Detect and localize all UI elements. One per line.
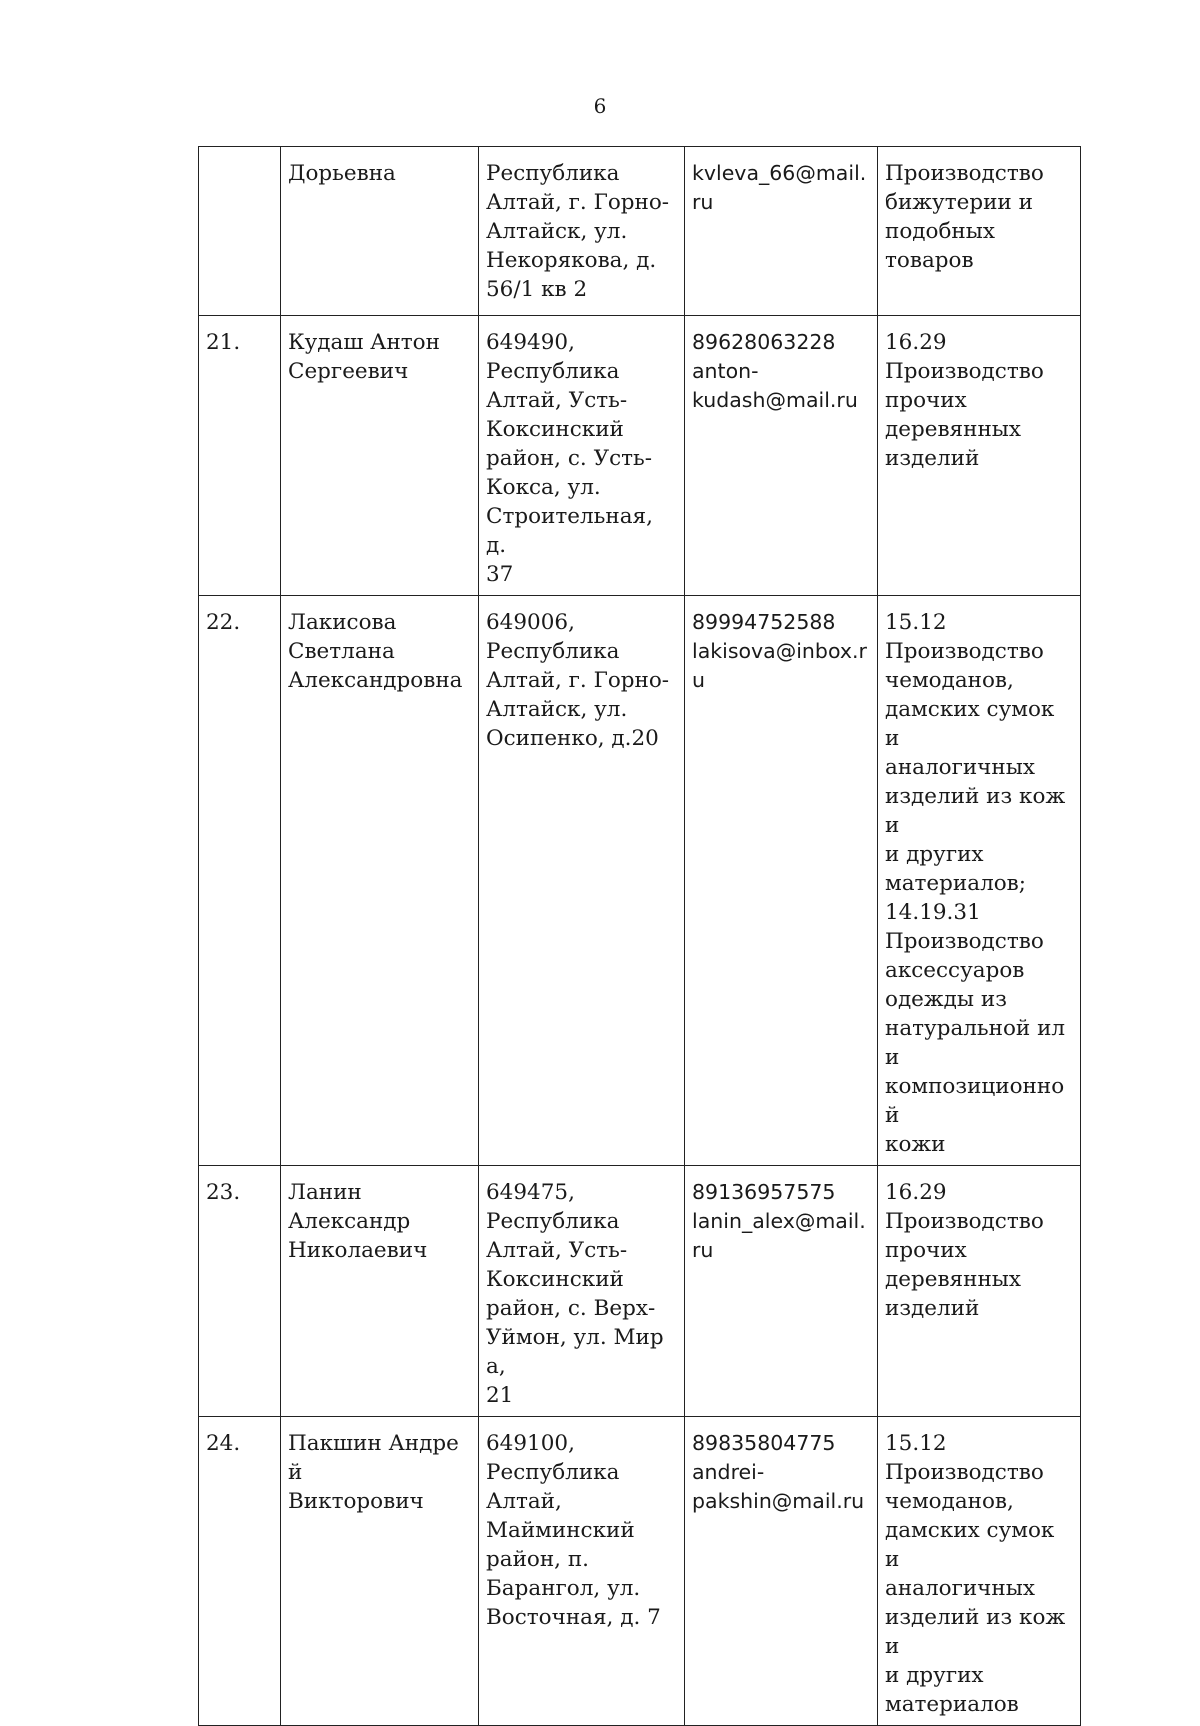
row-number: 24. xyxy=(206,1431,241,1456)
address-cell xyxy=(479,596,685,1166)
name-cell xyxy=(281,1417,479,1726)
activity-description: 16.29 Производство прочих деревянных изделий xyxy=(885,1180,1044,1321)
activity-cell xyxy=(878,596,1081,1166)
table-row xyxy=(199,596,1081,1166)
address: 649006, Республика Алтай, г. Горно- Алтайск, ул. Осипенко, д.20 xyxy=(486,610,670,751)
activity-cell xyxy=(878,1166,1081,1417)
registry-table xyxy=(198,146,1081,1726)
contact-cell xyxy=(685,1417,878,1726)
row-number-cell xyxy=(199,316,281,596)
person-name: Пакшин Андрей Викторович xyxy=(288,1431,459,1514)
person-name: Дорьевна xyxy=(288,161,396,186)
person-name: Лакисова Светлана Александровна xyxy=(288,610,463,693)
activity-cell xyxy=(878,1417,1081,1726)
address-cell xyxy=(479,1417,685,1726)
address-cell xyxy=(479,316,685,596)
contact-info: kvleva_66@mail. ru xyxy=(692,161,867,214)
person-name: Кудаш Антон Сергеевич xyxy=(288,330,440,384)
contact-info: 89994752588 lakisova@inbox.r u xyxy=(692,610,867,692)
activity-description: 15.12 Производство чемоданов, дамских сумок и аналогичных изделий из кожи и других материалов xyxy=(885,1431,1066,1717)
contact-info: 89628063228 anton- kudash@mail.ru xyxy=(692,330,858,412)
table-row xyxy=(199,316,1081,596)
address-cell xyxy=(479,1166,685,1417)
row-number: 22. xyxy=(206,610,241,635)
address: 649490, Республика Алтай, Усть- Коксинский район, с. Усть- Кокса, ул. Строительная, д. 37 xyxy=(486,330,653,587)
contact-cell xyxy=(685,316,878,596)
person-name: Ланин Александр Николаевич xyxy=(288,1180,428,1263)
activity-cell xyxy=(878,147,1081,316)
name-cell xyxy=(281,316,479,596)
contact-cell xyxy=(685,147,878,316)
name-cell xyxy=(281,147,479,316)
address: 649475, Республика Алтай, Усть- Коксинский район, с. Верх- Уймон, ул. Мира, 21 xyxy=(486,1180,664,1408)
name-cell xyxy=(281,1166,479,1417)
activity-description: 16.29 Производство прочих деревянных изделий xyxy=(885,330,1044,471)
address: 649100, Республика Алтай, Майминский район, п. Барангол, ул. Восточная, д. 7 xyxy=(486,1431,661,1630)
name-cell xyxy=(281,596,479,1166)
row-number-cell xyxy=(199,1166,281,1417)
page-number: 6 xyxy=(593,94,607,118)
address-cell xyxy=(479,147,685,316)
activity-cell xyxy=(878,316,1081,596)
row-number-cell xyxy=(199,1417,281,1726)
table-row xyxy=(199,147,1081,316)
row-number: 21. xyxy=(206,330,241,355)
activity-description: Производство бижутерии и подобных товаров xyxy=(885,161,1044,273)
table-row xyxy=(199,1166,1081,1417)
contact-cell xyxy=(685,596,878,1166)
contact-info: 89835804775 andrei- pakshin@mail.ru xyxy=(692,1431,865,1513)
row-number: 23. xyxy=(206,1180,241,1205)
table-row xyxy=(199,1417,1081,1726)
activity-description: 15.12 Производство чемоданов, дамских сумок и аналогичных изделий из кожи и других материалов; 14.19.31 Производство аксессуаров одежды из натуральной или композиционной кожи xyxy=(885,610,1066,1157)
contact-info: 89136957575 lanin_alex@mail. ru xyxy=(692,1180,866,1262)
contact-cell xyxy=(685,1166,878,1417)
row-number-cell xyxy=(199,596,281,1166)
address: Республика Алтай, г. Горно- Алтайск, ул. Некорякова, д. 56/1 кв 2 xyxy=(486,161,670,302)
row-number-cell xyxy=(199,147,281,316)
